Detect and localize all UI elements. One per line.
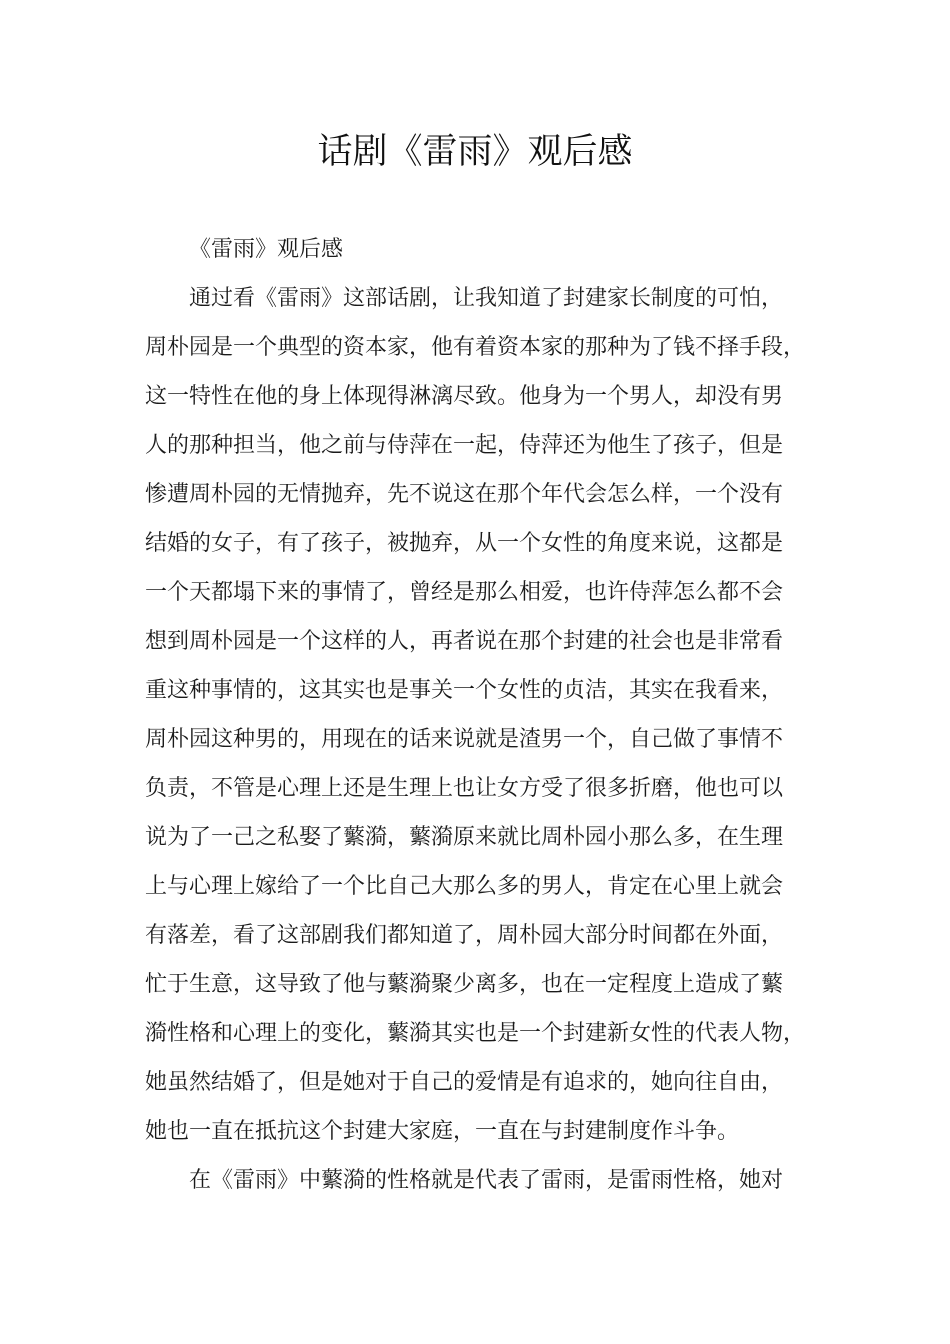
paragraph-1-line-2: 周朴园是一个典型的资本家，他有着资本家的那种为了钱不择手段， bbox=[145, 335, 806, 360]
paragraph-1-line-13: 上与心理上嫁给了一个比自己大那么多的男人，肯定在心里上就会 bbox=[145, 874, 784, 899]
paragraph-1-line-16: 漪性格和心理上的变化，蘩漪其实也是一个封建新女性的代表人物， bbox=[145, 1021, 806, 1046]
paragraph-1-line-5: 惨遭周朴园的无情抛弃，先不说这在那个年代会怎么样，一个没有 bbox=[145, 482, 784, 507]
paragraph-1-line-17: 她虽然结婚了，但是她对于自己的爱情是有追求的，她向往自由， bbox=[145, 1070, 784, 1095]
paragraph-1-line-14: 有落差，看了这部剧我们都知道了，周朴园大部分时间都在外面， bbox=[145, 923, 784, 948]
paragraph-2-line-1: 在《雷雨》中蘩漪的性格就是代表了雷雨，是雷雨性格，她对 bbox=[189, 1168, 784, 1193]
document-title: 话剧《雷雨》观后感 bbox=[317, 132, 633, 172]
paragraph-1-line-6: 结婚的女子，有了孩子，被抛弃，从一个女性的角度来说，这都是 bbox=[145, 531, 784, 556]
paragraph-1-line-18: 她也一直在抵抗这个封建大家庭，一直在与封建制度作斗争。 bbox=[145, 1119, 740, 1144]
paragraph-1-line-15: 忙于生意，这导致了他与蘩漪聚少离多，也在一定程度上造成了蘩 bbox=[145, 972, 784, 997]
paragraph-1-line-3: 这一特性在他的身上体现得淋漓尽致。他身为一个男人，却没有男 bbox=[145, 384, 784, 409]
paragraph-1-line-1: 通过看《雷雨》这部话剧，让我知道了封建家长制度的可怕， bbox=[189, 286, 784, 311]
paragraph-1-line-8: 想到周朴园是一个这样的人，再者说在那个封建的社会也是非常看 bbox=[145, 629, 784, 654]
subtitle-line: 《雷雨》观后感 bbox=[189, 237, 344, 262]
paragraph-1-line-10: 周朴园这种男的，用现在的话来说就是渣男一个，自己做了事情不 bbox=[145, 727, 784, 752]
paragraph-1-line-11: 负责，不管是心理上还是生理上也让女方受了很多折磨，他也可以 bbox=[145, 776, 784, 801]
paragraph-1-line-4: 人的那种担当，他之前与侍萍在一起，侍萍还为他生了孩子，但是 bbox=[145, 433, 784, 458]
paragraph-1-line-9: 重这种事情的，这其实也是事关一个女性的贞洁，其实在我看来， bbox=[145, 678, 784, 703]
document-body bbox=[145, 225, 825, 1205]
paragraph-1-line-7: 一个天都塌下来的事情了，曾经是那么相爱，也许侍萍怎么都不会 bbox=[145, 580, 784, 605]
paragraph-1-line-12: 说为了一己之私娶了蘩漪，蘩漪原来就比周朴园小那么多，在生理 bbox=[145, 825, 784, 850]
